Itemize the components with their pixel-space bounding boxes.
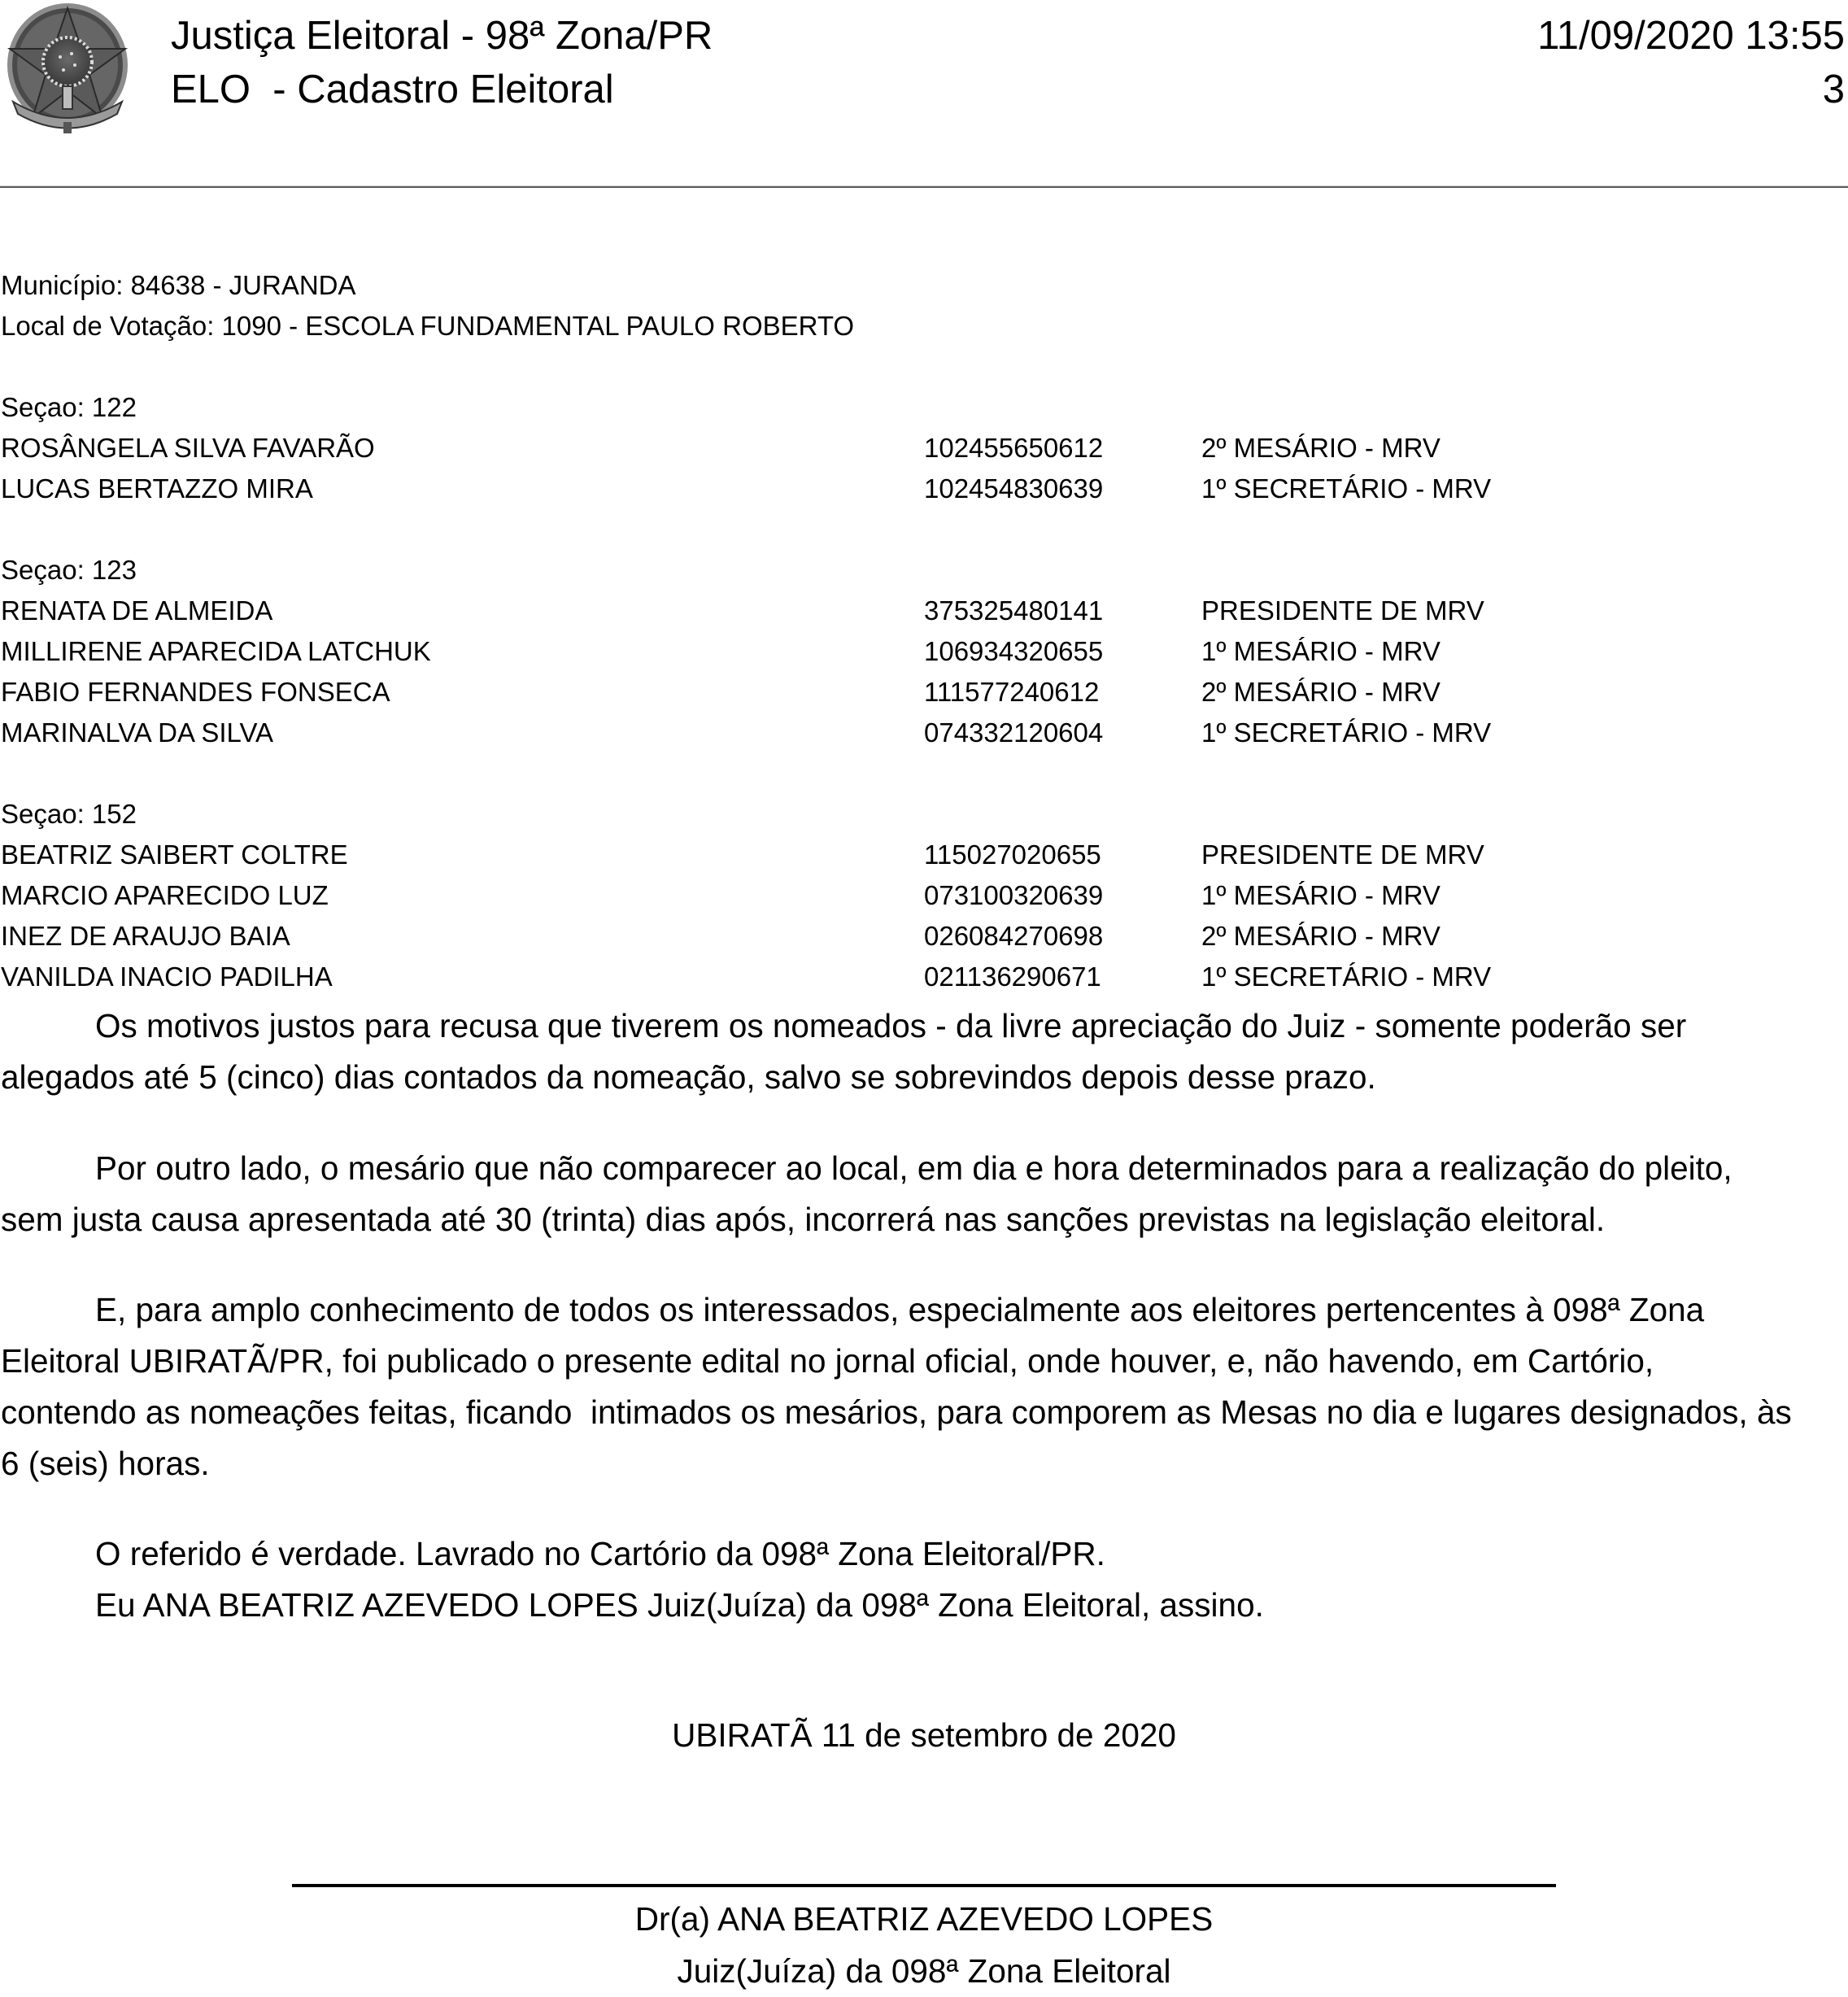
member-number: 102454830639 bbox=[924, 473, 1104, 504]
member-name: MILLIRENE APARECIDA LATCHUK bbox=[1, 636, 431, 666]
paragraph-publicacao bbox=[1, 1284, 1846, 1489]
member-row bbox=[1, 631, 1847, 672]
municipio-label: Município: 84638 - JURANDA bbox=[1, 270, 356, 300]
member-number: 106934320655 bbox=[924, 636, 1104, 666]
paragraph-assinatura bbox=[1, 1528, 1846, 1631]
member-row bbox=[1, 916, 1847, 957]
paragraph-sancoes bbox=[1, 1143, 1846, 1245]
header-divider bbox=[0, 185, 1848, 188]
paragraph-line: E, para amplo conhecimento de todos os interessados, especialmente aos eleitores pertencentes à 098ª Zona bbox=[95, 1291, 1705, 1328]
paragraph-line: contendo as nomeações feitas, ficando intimados os mesários, para comporem as Mesas no dia e lugares designados, às bbox=[1, 1393, 1792, 1431]
member-name: MARINALVA DA SILVA bbox=[1, 717, 274, 748]
section-title: Seçao: 123 bbox=[1, 555, 137, 585]
member-row bbox=[1, 835, 1847, 875]
member-name: BEATRIZ SAIBERT COLTRE bbox=[1, 839, 348, 870]
section-block bbox=[1, 387, 1847, 509]
place-date: UBIRATÃ 11 de setembro de 2020 bbox=[672, 1716, 1176, 1754]
paragraph-line: Os motivos justos para recusa que tiverem os nomeados - da livre apreciação do Juiz - somente poderão ser bbox=[95, 1007, 1687, 1044]
member-row bbox=[1, 875, 1847, 916]
member-row bbox=[1, 428, 1847, 469]
member-number: 074332120604 bbox=[924, 717, 1104, 748]
section-title: Seçao: 122 bbox=[1, 392, 137, 422]
brazil-coat-of-arms-icon bbox=[3, 0, 132, 137]
header-subtitle: ELO - Cadastro Eleitoral bbox=[171, 68, 614, 111]
member-role: 1º SECRETÁRIO - MRV bbox=[1201, 473, 1492, 504]
member-role: PRESIDENTE DE MRV bbox=[1201, 595, 1484, 626]
member-name: FABIO FERNANDES FONSECA bbox=[1, 677, 390, 707]
paragraph-line: Eleitoral UBIRATÃ/PR, foi publicado o presente edital no jornal oficial, onde houver, e, não havendo, em Cartório, bbox=[1, 1342, 1654, 1380]
member-role: 1º MESÁRIO - MRV bbox=[1201, 880, 1440, 910]
paragraph-line: O referido é verdade. Lavrado no Cartório da 098ª Zona Eleitoral/PR. bbox=[95, 1535, 1105, 1572]
local-votacao-label: Local de Votação: 1090 - ESCOLA FUNDAMENTAL PAULO ROBERTO bbox=[1, 311, 855, 341]
page-number: 3 bbox=[1822, 68, 1845, 111]
member-role: PRESIDENTE DE MRV bbox=[1201, 839, 1484, 870]
member-name: ROSÂNGELA SILVA FAVARÃO bbox=[1, 433, 375, 463]
member-name: RENATA DE ALMEIDA bbox=[1, 595, 273, 626]
paragraph-line: Por outro lado, o mesário que não comparecer ao local, em dia e hora determinados para a realização do pleito, bbox=[95, 1149, 1732, 1187]
sections-list bbox=[1, 387, 1847, 1038]
member-number: 102455650612 bbox=[924, 433, 1104, 463]
member-row bbox=[1, 469, 1847, 509]
member-name: INEZ DE ARAUJO BAIA bbox=[1, 921, 290, 951]
header-title: Justiça Eleitoral - 98ª Zona/PR bbox=[171, 14, 713, 58]
signatory-role: Juiz(Juíza) da 098ª Zona Eleitoral bbox=[677, 1952, 1171, 1990]
member-row bbox=[1, 957, 1847, 997]
section-title: Seçao: 152 bbox=[1, 799, 137, 829]
member-name: VANILDA INACIO PADILHA bbox=[1, 961, 333, 992]
paragraph-line: 6 (seis) horas. bbox=[1, 1445, 210, 1482]
member-name: LUCAS BERTAZZO MIRA bbox=[1, 473, 313, 504]
signatory-name: Dr(a) ANA BEATRIZ AZEVEDO LOPES bbox=[634, 1900, 1214, 1938]
member-role: 2º MESÁRIO - MRV bbox=[1201, 677, 1440, 707]
member-role: 1º MESÁRIO - MRV bbox=[1201, 636, 1440, 666]
member-role: 1º SECRETÁRIO - MRV bbox=[1201, 717, 1492, 748]
section-block bbox=[1, 794, 1847, 997]
paragraph-line: Eu ANA BEATRIZ AZEVEDO LOPES Juiz(Juíza) da 098ª Zona Eleitoral, assino. bbox=[95, 1586, 1264, 1624]
member-name: MARCIO APARECIDO LUZ bbox=[1, 880, 329, 910]
member-number: 026084270698 bbox=[924, 921, 1104, 951]
paragraph-recusa bbox=[1, 1001, 1846, 1103]
member-role: 2º MESÁRIO - MRV bbox=[1201, 433, 1440, 463]
signature-line bbox=[292, 1884, 1556, 1887]
header-datetime: 11/09/2020 13:55 bbox=[1537, 14, 1845, 58]
member-number: 111577240612 bbox=[924, 677, 1100, 707]
member-number: 115027020655 bbox=[924, 839, 1101, 870]
member-number: 073100320639 bbox=[924, 880, 1104, 910]
paragraph-line: alegados até 5 (cinco) dias contados da nomeação, salvo se sobrevindos depois desse prazo. bbox=[1, 1058, 1376, 1096]
emblem-graphic bbox=[3, 0, 132, 137]
member-role: 1º SECRETÁRIO - MRV bbox=[1201, 961, 1492, 992]
member-role: 2º MESÁRIO - MRV bbox=[1201, 921, 1440, 951]
member-row bbox=[1, 713, 1847, 753]
member-number: 021136290671 bbox=[924, 961, 1101, 992]
member-row bbox=[1, 672, 1847, 713]
paragraph-line: sem justa causa apresentada até 30 (trinta) dias após, incorrerá nas sanções previstas na legislação eleitoral. bbox=[1, 1201, 1606, 1238]
member-number: 375325480141 bbox=[924, 595, 1104, 626]
member-row bbox=[1, 591, 1847, 631]
section-block bbox=[1, 550, 1847, 753]
